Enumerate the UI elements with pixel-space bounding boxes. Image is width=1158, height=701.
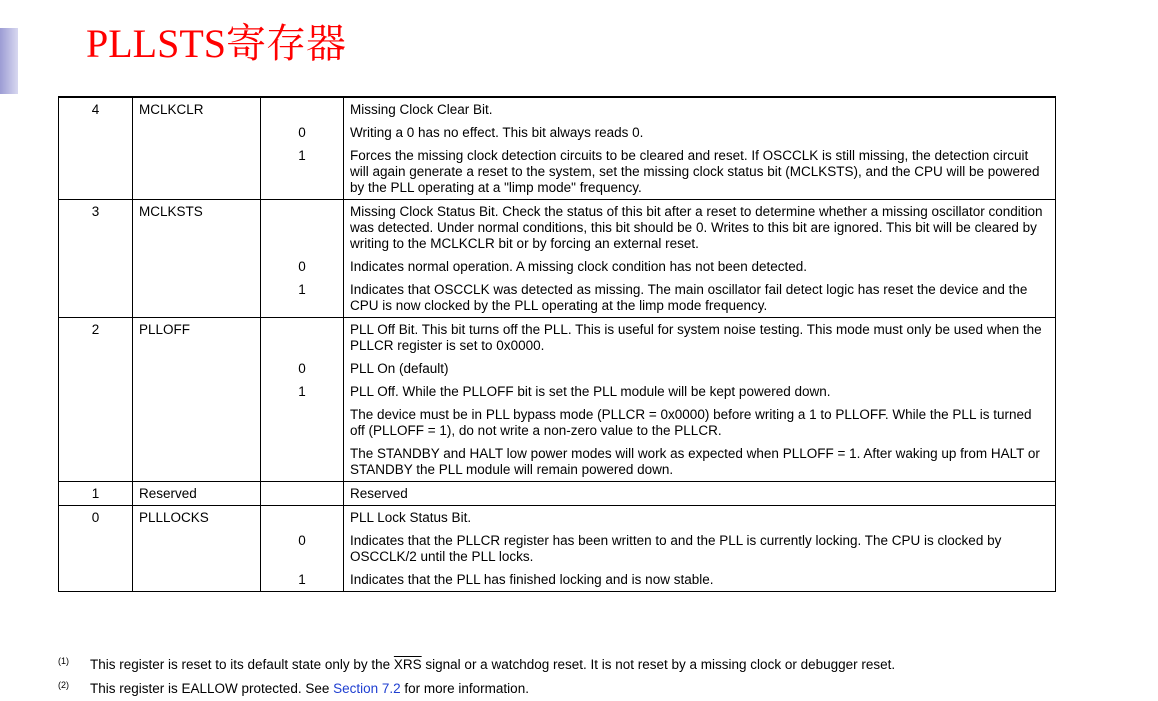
table-row [59, 442, 1056, 482]
bit-value: 0 [261, 529, 344, 568]
footnotes [58, 651, 1058, 699]
table-row [59, 255, 1056, 278]
footnote-mark: (1) [58, 656, 69, 666]
field-name: MCLKSTS [133, 200, 261, 256]
slide-title: PLLSTS寄存器 [86, 21, 347, 66]
description: Indicates normal operation. A missing clock condition has not been detected. [344, 255, 1056, 278]
footnote-mark: (2) [58, 680, 69, 690]
bit-value: 1 [261, 568, 344, 592]
table-row [59, 380, 1056, 403]
description: PLL On (default) [344, 357, 1056, 380]
bit-value: 1 [261, 380, 344, 403]
footnote-2 [58, 675, 1058, 699]
slide-accent-bar [0, 28, 18, 94]
description: Indicates that the PLL has finished locking and is now stable. [344, 568, 1056, 592]
description: Forces the missing clock detection circuits to be cleared and reset. If OSCCLK is still missing, the detection circuit will again generate a reset to the system, set the missing clock status bit (MCLKSTS), and the CPU will be powered by the PLL operating at a "limp mode" frequency. [344, 144, 1056, 200]
bit-number: 4 [59, 97, 133, 121]
field-name: Reserved [133, 482, 261, 506]
bit-number: 0 [59, 506, 133, 530]
footnote-1 [58, 651, 1058, 675]
bit-number: 2 [59, 318, 133, 358]
footnote-text: signal or a watchdog reset. It is not reset by a missing clock or debugger reset. [421, 657, 896, 672]
table-row [59, 506, 1056, 530]
bit-value: 0 [261, 121, 344, 144]
table-row [59, 278, 1056, 318]
bit-value: 1 [261, 144, 344, 200]
description: Writing a 0 has no effect. This bit always reads 0. [344, 121, 1056, 144]
description: Missing Clock Clear Bit. [344, 97, 1056, 121]
field-name: MCLKCLR [133, 97, 261, 121]
bit-number: 3 [59, 200, 133, 256]
description: The device must be in PLL bypass mode (PLLCR = 0x0000) before writing a 1 to PLLOFF. While the PLL is turned off (PLLOFF = 1), do not write a non-zero value to the PLLCR. [344, 403, 1056, 442]
table-row [59, 200, 1056, 256]
footnote-text: for more information. [400, 681, 529, 696]
description: Indicates that OSCCLK was detected as missing. The main oscillator fail detect logic has reset the device and the CPU is now clocked by the PLL operating at the limp mode frequency. [344, 278, 1056, 318]
register-table [58, 96, 1056, 592]
table-row [59, 144, 1056, 200]
description: The STANDBY and HALT low power modes will work as expected when PLLOFF = 1. After waking up from HALT or STANDBY the PLL module will remain powered down. [344, 442, 1056, 482]
table-row [59, 97, 1056, 121]
description: PLL Off Bit. This bit turns off the PLL. This is useful for system noise testing. This mode must only be used when the PLLCR register is set to 0x0000. [344, 318, 1056, 358]
section-link[interactable]: Section 7.2 [333, 681, 401, 696]
table-row [59, 121, 1056, 144]
table-row [59, 318, 1056, 358]
bit-value: 1 [261, 278, 344, 318]
xrs-signal: $\overline{XRS}$ [393, 657, 422, 672]
bit-number: 1 [59, 482, 133, 506]
field-name: PLLLOCKS [133, 506, 261, 530]
table-row [59, 482, 1056, 506]
footnote-text: This register is EALLOW protected. See [90, 681, 334, 696]
description: PLL Lock Status Bit. [344, 506, 1056, 530]
description: Indicates that the PLLCR register has been written to and the PLL is currently locking. The CPU is clocked by OSCCLK/2 until the PLL locks. [344, 529, 1056, 568]
table-row [59, 568, 1056, 592]
bit-value: 0 [261, 255, 344, 278]
table-row [59, 529, 1056, 568]
field-name: PLLOFF [133, 318, 261, 358]
description: Missing Clock Status Bit. Check the status of this bit after a reset to determine whether a missing oscillator condition was detected. Under normal conditions, this bit should be 0. Writes to this bit are ignored. This bit will be cleared by writing to the MCLKCLR bit or by forcing an external reset. [344, 200, 1056, 256]
table-row [59, 403, 1056, 442]
table-row [59, 357, 1056, 380]
description: PLL Off. While the PLLOFF bit is set the PLL module will be kept powered down. [344, 380, 1056, 403]
footnote-text: This register is reset to its default state only by the [90, 657, 394, 672]
bit-value: 0 [261, 357, 344, 380]
description: Reserved [344, 482, 1056, 506]
